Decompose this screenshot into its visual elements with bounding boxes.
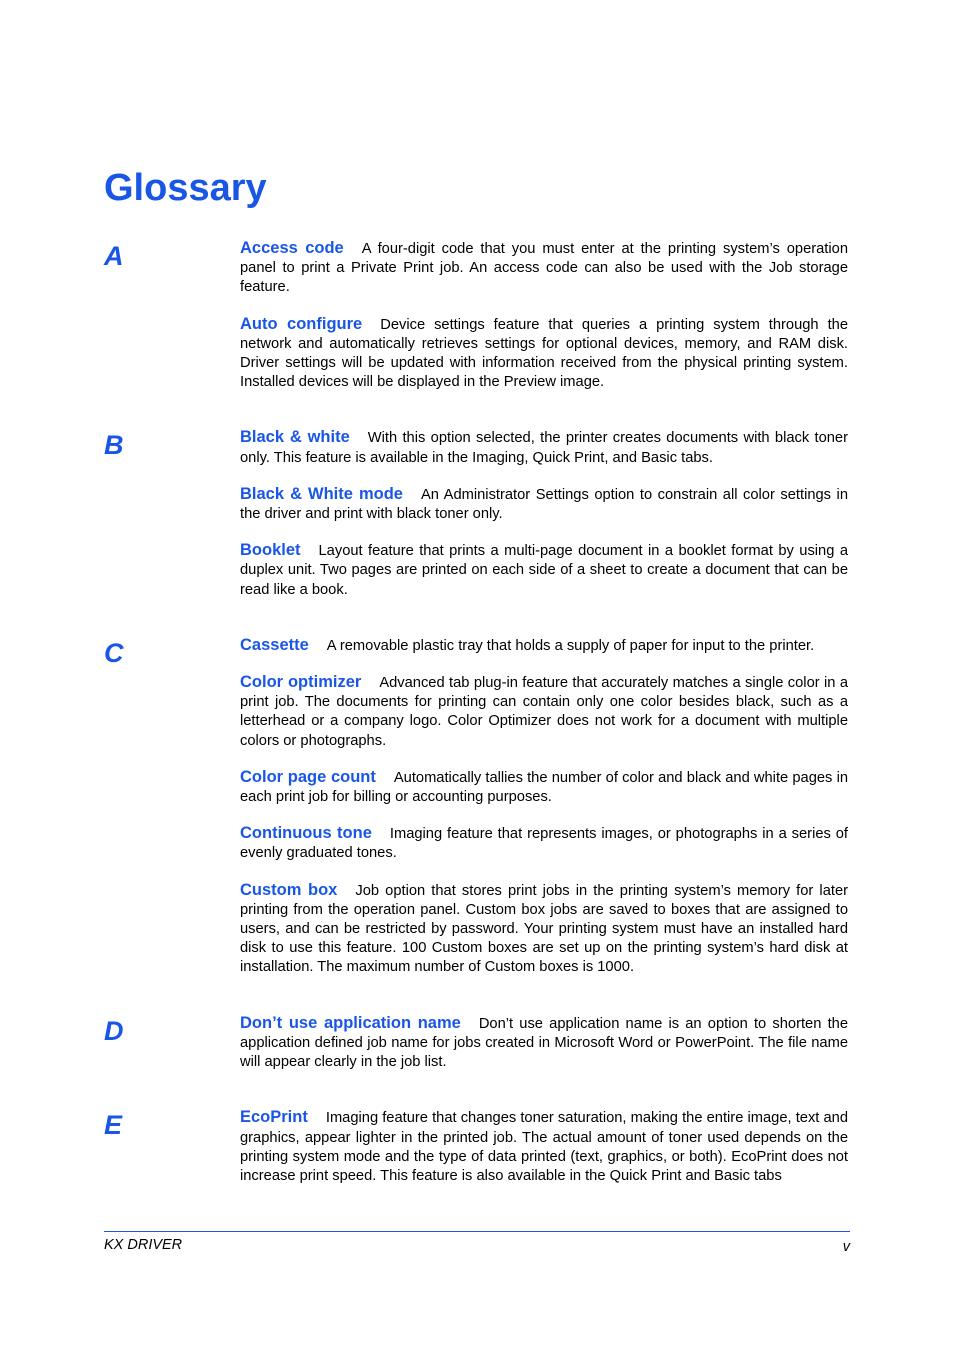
section-b <box>104 428 850 599</box>
section-entries <box>240 1108 848 1186</box>
glossary-entry <box>240 768 848 807</box>
section-entries <box>240 1014 848 1073</box>
entry-definition: Imaging feature that changes toner saturation, making the entire image, text and graphics, appear lighter in the printed job. The actual amount of toner used depends on the printing system mode and the type of data printed (text, graphics, or both). EcoPrint does not increase print speed. This feature is also available in the Quick Print and Basic tabs <box>240 1110 848 1184</box>
page-title: Glossary <box>104 167 267 209</box>
section-letter: D <box>104 1015 124 1046</box>
entry-term: Access code <box>240 239 344 257</box>
entry-definition: An Administrator Settings option to constrain all color settings in the driver and print with black toner only. <box>240 486 848 523</box>
footer-divider <box>104 1231 850 1232</box>
glossary-entry <box>240 428 848 467</box>
entry-term: Continuous tone <box>240 824 372 843</box>
section-letter: A <box>104 241 124 271</box>
section-letter: C <box>104 637 124 668</box>
glossary-entry <box>240 1014 848 1073</box>
glossary-entry <box>240 485 848 524</box>
entry-definition: Don’t use application name is an option to shorten the application defined job name for jobs created in Microsoft Word or PowerPoint. The file name will appear clearly in the job list. <box>240 1015 848 1071</box>
section-a <box>104 239 850 392</box>
section-d <box>104 1014 850 1073</box>
glossary-entry <box>240 315 848 393</box>
section-entries <box>240 239 848 392</box>
entry-definition: A removable plastic tray that holds a supply of paper for input to the printer. <box>326 637 815 654</box>
section-entries <box>240 428 848 599</box>
glossary-entry <box>240 636 848 656</box>
entry-term: Booklet <box>240 541 301 560</box>
footer-document-name: KX DRIVER <box>104 1237 183 1253</box>
entry-term: Color optimizer <box>240 673 362 692</box>
section-entries <box>240 636 848 978</box>
section-letter: E <box>104 1110 123 1141</box>
entry-definition: Imaging feature that represents images, or photographs in a series of evenly graduated tones. <box>240 826 848 862</box>
entry-term: Custom box <box>240 880 338 899</box>
glossary-entry <box>240 541 848 600</box>
entry-term: Don’t use application name <box>240 1013 461 1032</box>
entry-definition: Device settings feature that queries a printing system through the network and automatically retrieves settings for optional devices, memory, and RAM disk. Driver settings will be updated with information received from the physical printing system. Installed devices will be displayed in the Preview image. <box>240 316 848 391</box>
entry-definition: Job option that stores print jobs in the printing system’s memory for later printing from the operation panel. Custom box jobs are saved to boxes that are assigned to users, and can be restricted by password. Your printing system must have an installed hard disk to use this feature. 100 Custom boxes are set up on the printing system’s hard disk at installation. The maximum number of Custom boxes is 1000. <box>240 882 848 976</box>
entry-definition: A four-digit code that you must enter at the printing system’s operation panel to print a Private Print job. An access code can also be used with the Job storage feature. <box>240 241 848 296</box>
entry-definition: Advanced tab plug-in feature that accurately matches a single color in a print job. The documents for printing can contain only one color besides black, such as a letterhead or a company logo. Color Optimizer does not work for a document with multiple colors or photographs. <box>240 675 848 749</box>
entry-term: EcoPrint <box>240 1108 308 1127</box>
entry-term: Auto configure <box>240 314 363 333</box>
glossary-entry <box>240 881 848 978</box>
entry-definition: Layout feature that prints a multi-page document in a booklet format by using a duplex unit. Two pages are printed on each side of a sheet to create a document that can be read like a book. <box>240 543 848 598</box>
section-c <box>104 636 850 978</box>
entry-term: Black & White mode <box>240 484 403 503</box>
glossary-list <box>104 239 850 1186</box>
entry-term: Color page count <box>240 767 376 786</box>
glossary-entry <box>240 673 848 751</box>
glossary-entry <box>240 239 848 298</box>
glossary-entry <box>240 1108 848 1186</box>
footer-page-number: v <box>842 1239 850 1255</box>
entry-definition: Automatically tallies the number of color and black and white pages in each print job for billing or accounting purposes. <box>240 769 848 806</box>
section-letter: B <box>104 430 124 461</box>
glossary-entry <box>240 824 848 863</box>
entry-term: Cassette <box>240 635 309 654</box>
entry-term: Black & white <box>240 428 350 447</box>
section-e <box>104 1108 850 1186</box>
entry-definition: With this option selected, the printer creates documents with black toner only. This feature is available in the Imaging, Quick Print, and Basic tabs. <box>240 430 848 466</box>
